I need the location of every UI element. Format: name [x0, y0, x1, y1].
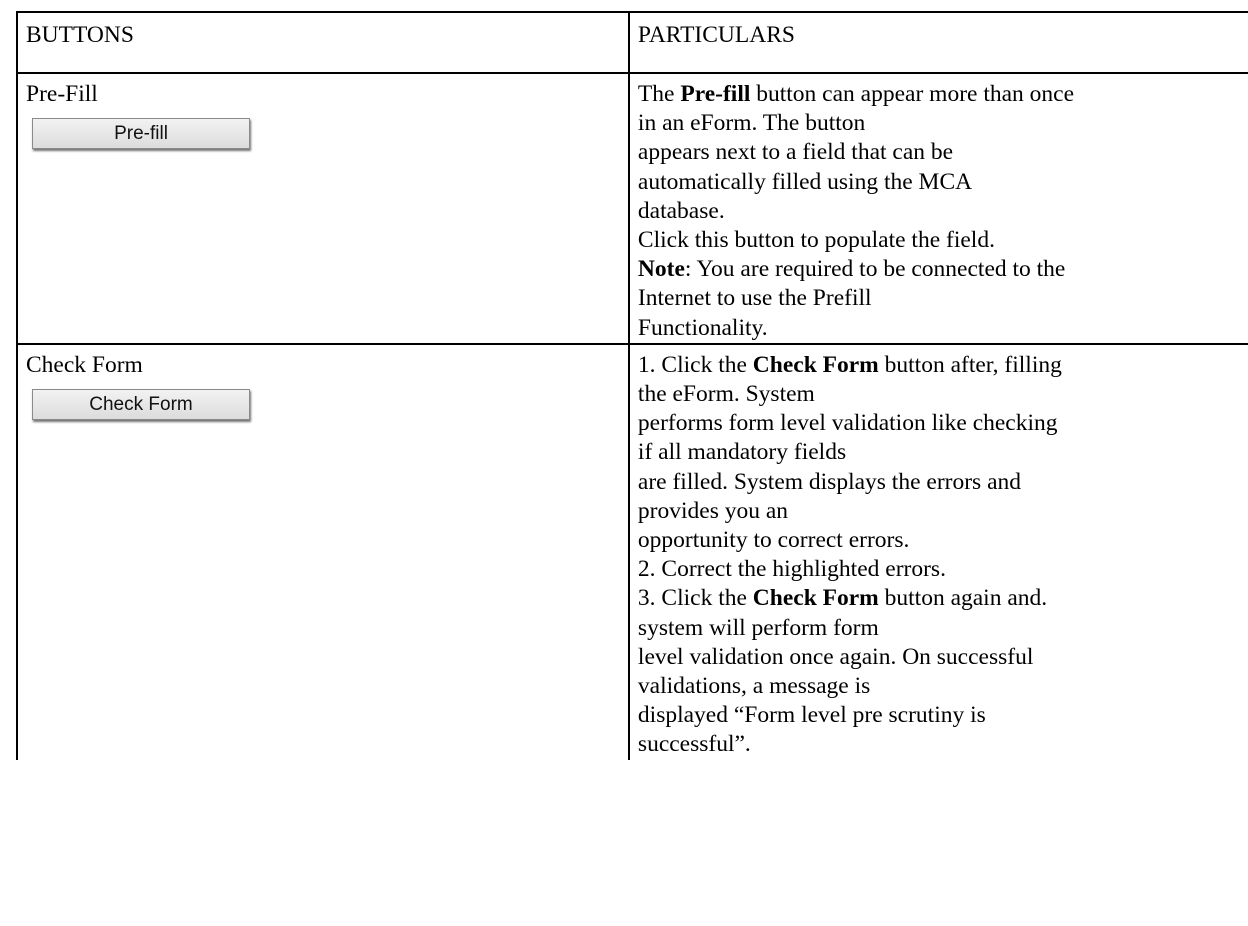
buttons-table — [16, 11, 1248, 760]
description-line: Functionality. — [637, 314, 768, 341]
table-row — [17, 73, 1248, 344]
step-line: 3. Click the Check Form button again and. — [637, 585, 1048, 612]
button-name: Pre-Fill — [26, 81, 98, 107]
description-line: the eForm. System — [637, 381, 815, 408]
particulars-cell — [629, 344, 1248, 760]
header-particulars: PARTICULARS — [629, 12, 1248, 73]
description-line: level validation once again. On successful — [637, 643, 1034, 670]
step-line: 2. Correct the highlighted errors. — [637, 556, 946, 583]
step-line: 1. Click the Check Form button after, filling — [637, 351, 1062, 378]
description-line: in an eForm. The button — [637, 110, 866, 137]
description-line: are filled. System displays the errors and — [637, 468, 1022, 495]
description-line: performs form level validation like checking — [637, 410, 1058, 437]
description-line: provides you an — [637, 497, 789, 524]
note-line: Note: You are required to be connected to the — [637, 256, 1066, 283]
description-line: displayed “Form level pre scrutiny is — [637, 702, 986, 729]
table-header-row — [17, 12, 1248, 73]
button-cell — [17, 73, 629, 344]
table-row — [17, 344, 1248, 760]
description-line: automatically filled using the MCA — [637, 168, 973, 195]
check-form-button[interactable]: Check Form — [32, 389, 250, 420]
description-line: opportunity to correct errors. — [637, 527, 910, 554]
description-line: appears next to a field that can be — [637, 139, 954, 166]
description-line: Click this button to populate the field. — [637, 227, 995, 254]
particulars-cell — [629, 73, 1248, 344]
description-line: system will perform form — [637, 614, 879, 641]
description-line: validations, a message is — [637, 673, 871, 700]
description-line: The Pre-fill button can appear more than once — [637, 81, 1075, 107]
button-name: Check Form — [26, 351, 143, 378]
button-cell — [17, 344, 629, 760]
prefill-button[interactable]: Pre-fill — [32, 118, 250, 149]
description-line: database. — [637, 197, 725, 224]
description-line: Internet to use the Prefill — [637, 285, 872, 312]
header-buttons: BUTTONS — [17, 12, 629, 73]
description-line: if all mandatory fields — [637, 439, 847, 466]
description-line: successful”. — [637, 731, 751, 758]
